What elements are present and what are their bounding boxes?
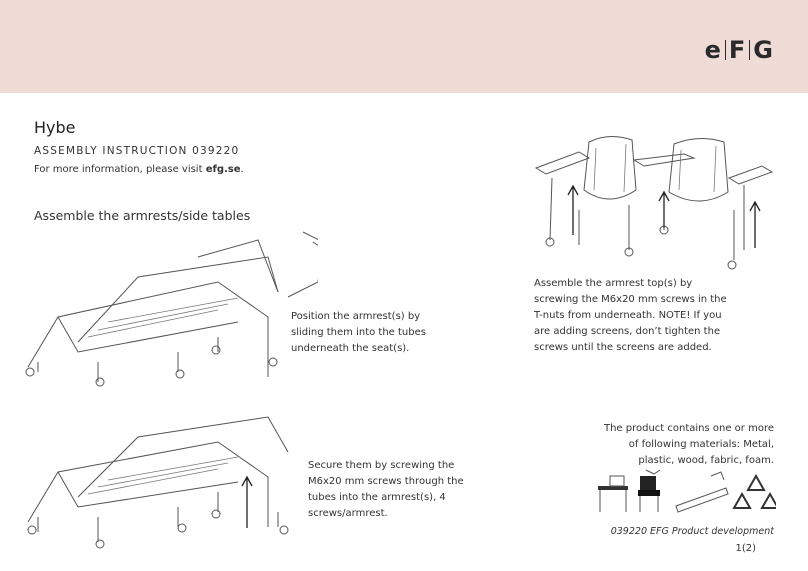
illustration-step3 [534, 130, 774, 275]
step1-text: Position the armrest(s) by sliding them into the tubes underneath the seat(s). [291, 311, 426, 354]
step2-text: Secure them by screwing the M6x20 mm screws through the tubes into the armrest(s), 4 screws/armrest. [308, 460, 464, 519]
illustration-step2 [18, 402, 308, 552]
page-title: Hybe [34, 118, 76, 137]
info-line: For more information, please visit efg.se. [34, 164, 244, 175]
material-icons [596, 468, 776, 518]
brand-logo: e F G [704, 36, 774, 64]
footer-credit: 039220 EFG Product development [610, 526, 774, 537]
page-number: 1(2) [735, 543, 756, 554]
table-icon [598, 476, 628, 512]
website-link[interactable]: efg.se [205, 164, 241, 175]
doc-subtitle: ASSEMBLY INSTRUCTION 039220 [34, 145, 240, 157]
step3-text: Assemble the armrest top(s) by screwing the M6x20 mm screws in the T-nuts from underneath. NOTE! If you are adding screens, don’t tighten the screws until the screens are added. [534, 278, 727, 353]
recycle-icon [734, 476, 776, 508]
materials-text: The product contains one or more of following materials: Metal, plastic, wood, fabric, foam. [603, 423, 774, 466]
illustration-step1 [18, 222, 318, 392]
header-band [0, 0, 808, 93]
board-icon [676, 472, 728, 512]
section-title: Assemble the armrests/side tables [34, 208, 251, 223]
chair-icon [638, 470, 660, 512]
